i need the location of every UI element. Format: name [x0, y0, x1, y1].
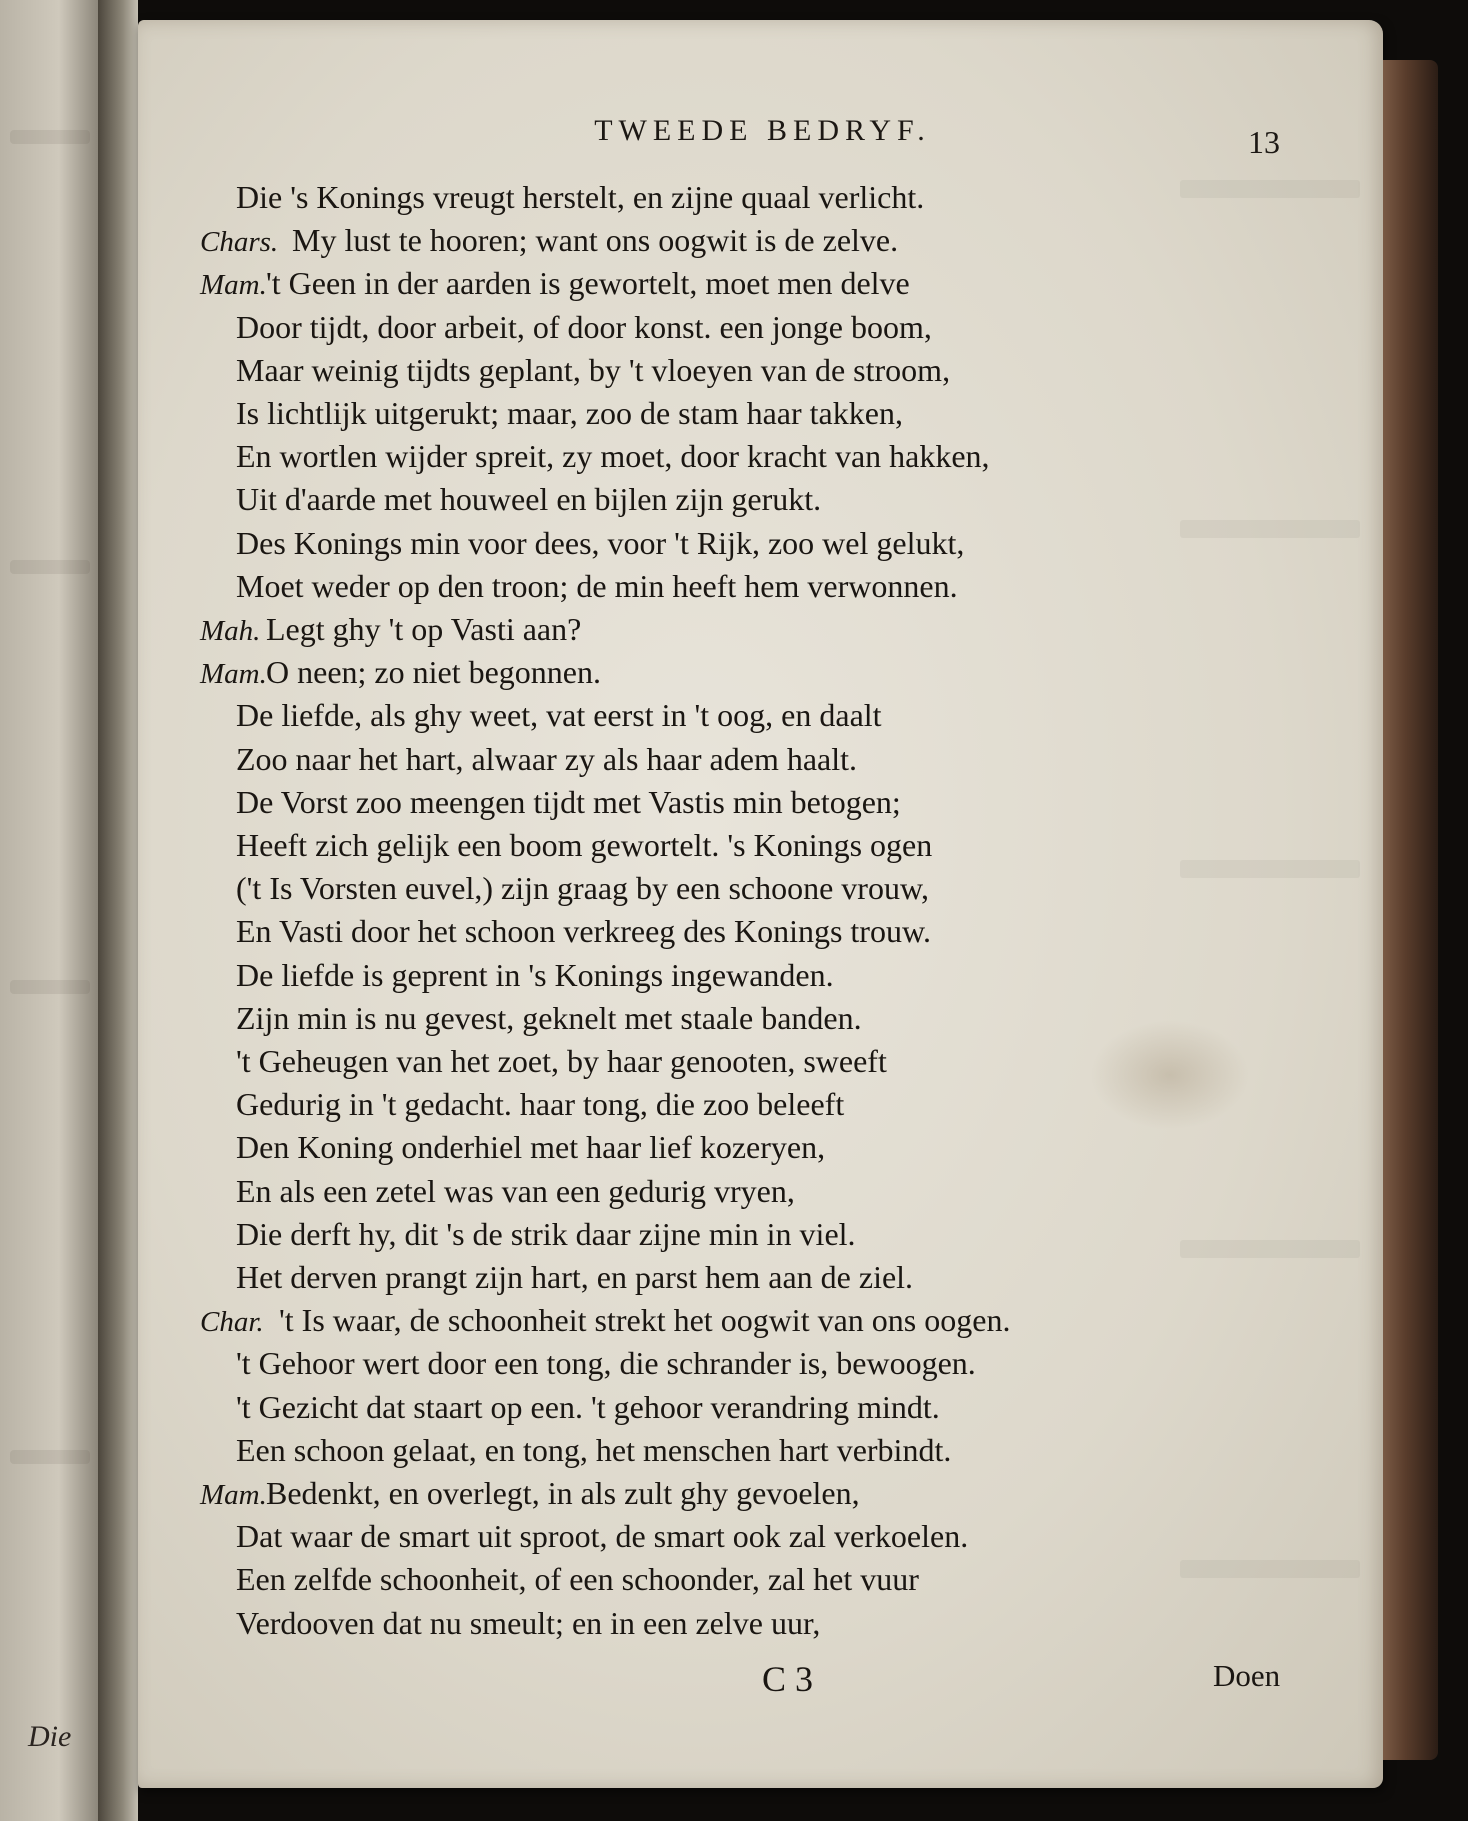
- verse-line-text: Zijn min is nu gevest, geknelt met staale banden.: [236, 999, 862, 1036]
- verse-line-text: Door tijdt, door arbeit, of door konst. een jonge boom,: [236, 308, 932, 345]
- speaker-label: Chars.: [200, 226, 279, 259]
- show-through-text: [1180, 520, 1360, 538]
- verse-line-text: En Vasti door het schoon verkreeg des Konings trouw.: [236, 913, 931, 950]
- speaker-label: Mam.: [200, 269, 267, 302]
- signature-mark: C 3: [762, 1659, 814, 1699]
- running-head: TWEEDE BEDRYF.: [594, 114, 931, 147]
- show-through-text: [10, 130, 90, 144]
- verse-line-text: En als een zetel was van een gedurig vryen,: [236, 1172, 795, 1209]
- verse-line-text: Dat waar de smart uit sproot, de smart ook zal verkoelen.: [236, 1518, 969, 1555]
- show-through-text: [10, 1450, 90, 1464]
- show-through-text: [1180, 1560, 1360, 1578]
- verse-line-text: My lust te hooren; want ons oogwit is de zelve.: [292, 222, 899, 259]
- verse-line-text: Die derft hy, dit 's de strik daar zijne min in viel.: [236, 1215, 856, 1252]
- verse-line-text: Des Konings min voor dees, voor 't Rijk, zoo wel gelukt,: [236, 524, 965, 561]
- verse-line-text: 't Gehoor wert door een tong, die schrander is, bewoogen.: [236, 1345, 976, 1382]
- verse-line-text: Het derven prangt zijn hart, en parst hem aan de ziel.: [236, 1259, 914, 1295]
- speaker-label: Char.: [200, 1306, 264, 1339]
- paper-stain: [1090, 1020, 1250, 1130]
- page-number: 13: [1248, 124, 1280, 160]
- verse-line-text: 't Gezicht dat staart op een. 't gehoor verandring mindt.: [236, 1388, 940, 1425]
- left-page-catchword: Die: [28, 1720, 72, 1753]
- verse-line-text: 't Is waar, de schoonheit strekt het oogwit van ons oogen.: [279, 1302, 1011, 1339]
- verse-line-text: De liefde is geprent in 's Konings ingewanden.: [236, 956, 834, 993]
- verse-line-text: Is lichtlijk uitgerukt; maar, zoo de stam haar takken,: [236, 395, 903, 431]
- verse-line-text: O neen; zo niet begonnen.: [266, 654, 601, 691]
- verse-line-text: Uit d'aarde met houweel en bijlen zijn gerukt.: [236, 481, 822, 518]
- speaker-label: Mam.: [200, 658, 267, 691]
- verse-line-text: Die 's Konings vreugt herstelt, en zijne quaal verlicht.: [236, 179, 925, 215]
- show-through-text: [10, 980, 90, 994]
- show-through-text: [1180, 180, 1360, 198]
- verse-line-text: Den Koning onderhiel met haar lief kozeryen,: [236, 1129, 826, 1166]
- catchword: Doen: [1213, 1658, 1281, 1693]
- verse-line-text: Een zelfde schoonheit, of een schoonder, zal het vuur: [236, 1561, 919, 1598]
- verse-line-text: Een schoon gelaat, en tong, het menschen hart verbindt.: [236, 1431, 952, 1468]
- verse-line-text: Heeft zich gelijk een boom gewortelt. 's Konings ogen: [236, 827, 933, 863]
- speaker-label: Mah.: [200, 615, 261, 647]
- verse-line-text: Legt ghy 't op Vasti aan?: [266, 611, 582, 647]
- show-through-text: [1180, 860, 1360, 878]
- verse-line-text: Moet weder op den troon; de min heeft hem verwonnen.: [236, 567, 958, 604]
- verse-line-text: Zoo naar het hart, alwaar zy als haar adem haalt.: [236, 740, 858, 777]
- book-gutter: [98, 0, 138, 1821]
- verse-line-text: Verdooven dat nu smeult; en in een zelve uur,: [236, 1604, 821, 1641]
- verse-line-text: Bedenkt, en overlegt, in als zult ghy gevoelen,: [266, 1475, 860, 1511]
- verse-line-text: De liefde, als ghy weet, vat eerst in 't oog, en daalt: [236, 697, 882, 734]
- verse-line-text: ('t Is Vorsten euvel,) zijn graag by een schoone vrouw,: [236, 870, 929, 907]
- leather-binding-edge: [1383, 60, 1438, 1760]
- show-through-text: [10, 560, 90, 574]
- verse-line-text: Gedurig in 't gedacht. haar tong, die zoo beleeft: [236, 1086, 845, 1123]
- verse-line-text: Maar weinig tijdts geplant, by 't vloeyen van de stroom,: [236, 351, 951, 388]
- verse-line-text: 't Geheugen van het zoet, by haar genooten, sweeft: [236, 1043, 887, 1079]
- speaker-label: Mam.: [200, 1479, 267, 1511]
- left-page-edge: [0, 0, 98, 1821]
- verse-line-text: 't Geen in der aarden is gewortelt, moet men delve: [266, 265, 910, 302]
- verse-line-text: En wortlen wijder spreit, zy moet, door kracht van hakken,: [236, 438, 990, 475]
- show-through-text: [1180, 1240, 1360, 1258]
- verse-line-text: De Vorst zoo meengen tijdt met Vastis min betogen;: [236, 783, 901, 820]
